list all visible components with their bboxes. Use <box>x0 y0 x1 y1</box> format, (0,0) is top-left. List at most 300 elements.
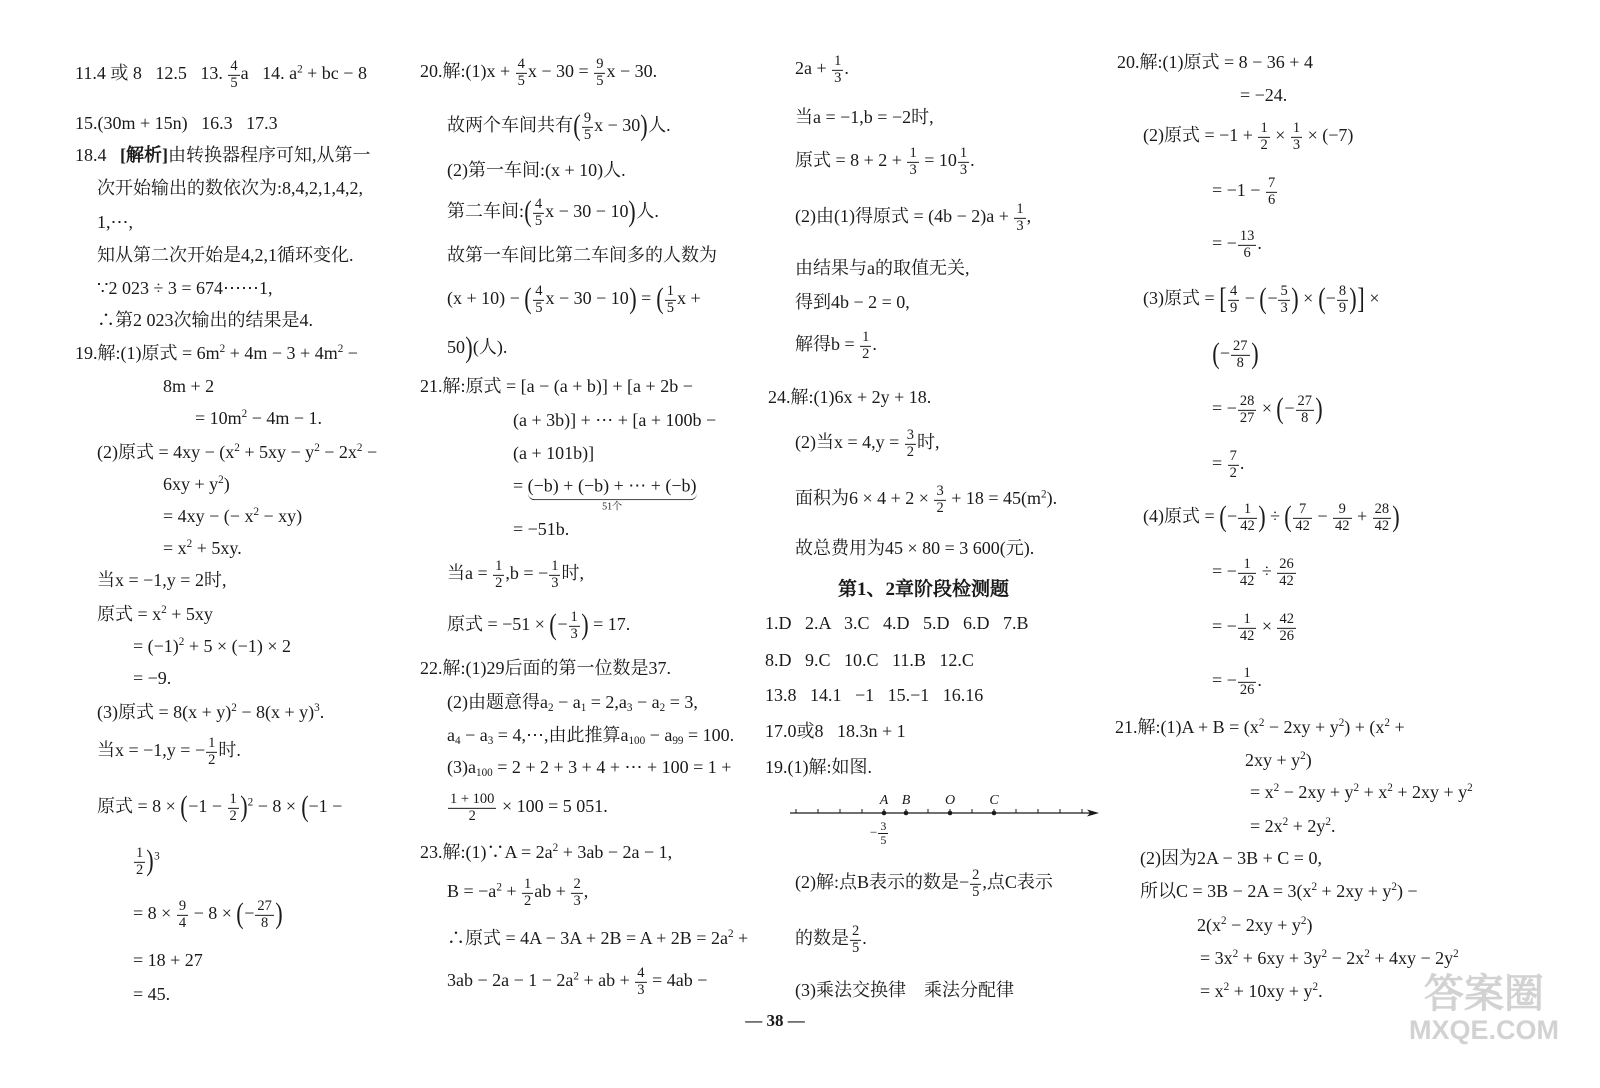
fraction-denominator: 3 <box>909 161 917 178</box>
fraction-denominator: 2 <box>136 861 144 878</box>
answer-line <box>1212 229 1262 261</box>
text-run: 20.解:(1)原式 = 8 − 36 + 4 <box>1117 51 1313 72</box>
answer-line <box>447 111 671 143</box>
fraction-denominator: 42 <box>1239 572 1255 589</box>
text-run: 人. <box>648 115 671 136</box>
answer-line <box>447 334 507 364</box>
big-bracket: ) <box>1349 283 1357 316</box>
text-run: ÷ <box>1265 506 1285 527</box>
answer-line <box>795 54 849 86</box>
fraction-numerator: 3 <box>906 426 915 443</box>
superscript: 2 <box>297 63 303 76</box>
fraction-numerator: 28 <box>1374 500 1390 517</box>
fraction <box>1238 666 1257 698</box>
text-run: 面积为6 × 4 + 2 × <box>795 488 934 509</box>
fraction <box>850 924 861 956</box>
text-run: 22.解:(1)29后面的第一位数是37. <box>420 657 671 678</box>
fraction-denominator: 2 <box>524 892 532 909</box>
superscript: 2 <box>1041 488 1047 501</box>
answer-column-4 <box>1100 40 1473 1030</box>
text-run: 解得b = <box>795 334 860 355</box>
text-run: − <box>1312 506 1333 527</box>
big-bracket: ( <box>573 110 581 143</box>
fraction-numerator: 1 <box>909 144 917 161</box>
text-run: (3)原式 = 8(x + y) <box>97 701 232 722</box>
fraction-denominator: 5 <box>880 832 887 847</box>
text-run: 第二车间: <box>447 201 525 222</box>
fraction-denominator: 42 <box>1335 517 1350 534</box>
text-run: 23.解:(1)∵A = 2a <box>420 841 553 862</box>
text-run: + 6xy + 3y <box>1238 947 1322 968</box>
answer-line <box>447 756 731 779</box>
fraction <box>635 966 646 998</box>
answer-line <box>447 284 701 316</box>
answer-line <box>795 106 934 129</box>
page-number: — 38 — <box>745 1011 805 1030</box>
text-run: 1.D 2.A 3.C 4.D 5.D 6.D 7.B <box>765 612 1029 633</box>
answer-line <box>1200 980 1323 1003</box>
subscript: 100 <box>628 734 646 747</box>
big-bracket: ( <box>549 609 558 642</box>
fraction-denominator: 3 <box>570 625 578 642</box>
point-label-b: B <box>901 793 911 808</box>
underbrace-label: 51个 <box>602 500 623 512</box>
text-run: 1,⋯, <box>97 211 133 232</box>
text-run: = 17. <box>588 614 631 635</box>
fraction-numerator: 1 <box>551 557 559 574</box>
superscript: 2 <box>552 842 559 855</box>
text-run: a 14. a <box>240 63 298 84</box>
text-run: × 100 = 5 051. <box>497 796 608 817</box>
text-run: (2)由(1)得原式 = (4b − 2)a + <box>795 206 1014 227</box>
fraction <box>1333 502 1352 534</box>
fraction <box>582 111 593 143</box>
fraction-numerator: 4 <box>230 57 238 74</box>
fraction-denominator: 6 <box>1267 191 1276 208</box>
superscript: 2 <box>314 442 320 455</box>
text-run: 11.4 或 8 12.5 13. <box>75 63 228 84</box>
text-run: (2)因为2A − 3B + C = 0, <box>1140 847 1322 868</box>
answer-line <box>97 736 241 768</box>
text-run: x − 30 = <box>527 61 594 82</box>
text-run: = <box>513 475 528 496</box>
superscript: 3 <box>314 702 320 715</box>
fraction <box>970 868 981 900</box>
number-line-svg <box>785 790 1105 830</box>
superscript: 2 <box>1321 948 1328 961</box>
text-run: 50 <box>447 337 465 358</box>
text-run: . <box>862 928 867 949</box>
text-run: = (−1) <box>133 635 179 656</box>
fraction-denominator: 3 <box>637 981 645 998</box>
answer-column-3 <box>755 40 1100 1030</box>
answer-line <box>795 146 975 178</box>
text-run: + 2y <box>1288 815 1326 836</box>
text-run: − a <box>632 691 660 712</box>
fraction-denominator: 9 <box>1338 299 1347 316</box>
text-run: (2)当x = 4,y = <box>795 432 904 453</box>
answer-line <box>420 841 672 864</box>
fraction-numerator: 1 <box>1016 200 1024 217</box>
text-run: − 8(x + y) <box>236 701 315 722</box>
big-bracket: ( <box>1284 501 1293 534</box>
fraction-numerator: 1 <box>136 844 144 861</box>
text-run: − 2xy + y <box>1226 914 1301 935</box>
fraction-numerator: 7 <box>1293 502 1312 519</box>
answer-line <box>765 612 1029 635</box>
superscript: 2 <box>1232 948 1239 961</box>
answer-line <box>1250 815 1335 838</box>
fraction-numerator: 1 <box>524 875 532 892</box>
number-line-point <box>882 811 887 816</box>
text-run: = − <box>1212 616 1237 637</box>
number-line-tick-label <box>870 820 889 847</box>
text-run: (2)原式 = 4xy − (x <box>97 441 235 462</box>
text-run: × (−7) <box>1303 125 1354 146</box>
text-run: = 8 × <box>133 903 176 924</box>
text-run: = − <box>1212 561 1237 582</box>
fraction <box>255 899 274 931</box>
text-run: + 18 = 45(m <box>946 488 1042 509</box>
text-run: ∴第2 023次输出的结果是4. <box>97 309 313 330</box>
fraction-denominator: 27 <box>1239 409 1255 426</box>
text-run: = − <box>1212 670 1237 691</box>
text-run: − <box>362 441 378 462</box>
superscript: 2 <box>1467 782 1473 795</box>
fraction <box>1258 121 1269 153</box>
text-run: − <box>1219 343 1231 364</box>
superscript: 2 <box>1273 782 1280 795</box>
text-run: − 2x <box>1327 947 1365 968</box>
text-run: x + <box>676 288 701 309</box>
subscript: 2 <box>659 701 666 714</box>
text-run: = −1 − <box>1212 180 1265 201</box>
text-run: + ab + <box>579 970 635 991</box>
fraction-numerator: 1 <box>1292 119 1301 136</box>
text-run: + 5xy <box>166 603 213 624</box>
fraction-denominator: 2 <box>495 574 503 591</box>
fraction-numerator: 9 <box>178 897 187 914</box>
answer-line <box>97 244 354 267</box>
text-run: , <box>1026 206 1032 227</box>
underbrace-group <box>527 474 697 512</box>
answer-line <box>765 649 974 672</box>
text-run: = 4,⋯,由此推算a <box>493 724 629 745</box>
answer-line <box>75 59 367 91</box>
answer-line <box>75 144 371 167</box>
answer-line <box>447 792 608 824</box>
text-run: + <box>1390 716 1405 737</box>
answer-line <box>795 202 1031 234</box>
fraction <box>228 59 239 91</box>
answer-line <box>420 57 657 89</box>
answer-line <box>795 428 940 460</box>
answer-line <box>513 474 697 512</box>
fraction-numerator: 27 <box>257 897 272 914</box>
answer-line <box>447 159 626 182</box>
answer-line <box>513 409 716 432</box>
superscript: 2 <box>1312 981 1319 994</box>
fraction <box>1014 202 1025 234</box>
fraction-denominator: 3 <box>1016 217 1024 234</box>
superscript: 2 <box>1364 948 1370 961</box>
fraction <box>878 820 888 847</box>
fraction <box>1373 502 1392 534</box>
text-run: 2xy + y <box>1245 749 1301 770</box>
text-run: 21.解:(1)A + B = (x <box>1115 716 1259 737</box>
superscript: 2 <box>231 702 237 715</box>
text-run: 人. <box>636 201 659 222</box>
fraction <box>493 559 504 591</box>
answer-line <box>1143 502 1400 534</box>
fraction-numerator: 1 <box>1238 557 1257 574</box>
fraction <box>516 57 527 89</box>
text-run: (2)第一车间:(x + 10)人. <box>447 159 626 180</box>
answer-line <box>795 484 1057 516</box>
fraction <box>934 484 945 516</box>
answer-line <box>133 949 203 972</box>
text-run: −1 − <box>188 796 227 817</box>
text-run: = 4xy − (− x <box>163 505 254 526</box>
big-bracket: ( <box>180 791 188 824</box>
text-run: 故总费用为45 × 80 = 3 600(元). <box>795 537 1035 558</box>
text-run: + <box>1352 506 1372 527</box>
watermark-logo-text: 答案圈 <box>1424 971 1544 1016</box>
fraction-denominator: 2 <box>1260 136 1268 153</box>
big-bracket: ) <box>275 898 283 931</box>
big-bracket: ( <box>236 898 245 931</box>
superscript: 2 <box>496 881 502 894</box>
text-run: ,b = − <box>505 563 549 584</box>
fraction <box>228 792 239 824</box>
answer-line <box>795 291 910 314</box>
big-bracket: ( <box>524 283 532 316</box>
fraction-numerator: 27 <box>1297 392 1313 409</box>
answer-column-2 <box>405 40 750 1030</box>
subscript: 100 <box>475 766 493 779</box>
text-run: ÷ <box>1257 561 1277 582</box>
superscript: 2 <box>1311 881 1318 894</box>
fraction-denominator: 8 <box>261 914 269 931</box>
fraction-denominator: 2 <box>906 443 915 460</box>
big-bracket: ) <box>465 332 473 365</box>
text-run: (3)乘法交换律 乘法分配律 <box>795 979 1014 1000</box>
fraction-denominator: 4 <box>178 914 187 931</box>
text-run: + 5xy − y <box>239 441 315 462</box>
text-run: ∵2 023 ÷ 3 = 674⋯⋯1, <box>97 277 273 298</box>
superscript: 2 <box>219 343 226 356</box>
big-bracket: ) <box>628 196 637 229</box>
text-run: ) <box>1305 749 1312 770</box>
superscript: 2 <box>178 636 185 649</box>
fraction <box>1238 229 1257 261</box>
fraction <box>958 146 969 178</box>
text-run: . <box>1257 233 1262 254</box>
text-run: = 100. <box>683 724 735 745</box>
answer-line <box>133 846 160 878</box>
text-run: − 2xy + y <box>1279 781 1354 802</box>
fraction-denominator: 5 <box>596 72 604 89</box>
superscript: 2 <box>247 796 254 809</box>
text-run: + 5xy. <box>192 537 242 558</box>
superscript: 2 <box>161 604 167 617</box>
text-run: (4)原式 = <box>1143 506 1220 527</box>
big-bracket: ( <box>524 196 532 229</box>
text-run: = <box>636 288 656 309</box>
fraction-denominator: 5 <box>534 212 543 229</box>
text-run: (3)a <box>447 756 476 777</box>
fraction <box>594 57 605 89</box>
answer-line <box>1212 666 1262 698</box>
fraction-numerator: 2 <box>972 866 980 883</box>
superscript: 2 <box>1353 782 1360 795</box>
fraction <box>569 610 580 642</box>
answer-line <box>513 442 594 465</box>
text-run: . <box>319 701 325 722</box>
text-run: − <box>343 342 358 363</box>
answer-line <box>1240 84 1287 107</box>
fraction-denominator: 3 <box>1280 299 1288 316</box>
subscript: 2 <box>547 701 554 714</box>
big-bracket: ( <box>1219 501 1227 534</box>
answer-column-1 <box>60 40 400 1030</box>
text-run: 19.解:(1)原式 = 6m <box>75 342 220 363</box>
superscript: 2 <box>1325 816 1331 829</box>
fraction-numerator: 1 <box>666 282 674 299</box>
watermark-site-text: MXQE.COM <box>1408 1015 1559 1045</box>
text-run: + 4m − 3 + 4m <box>225 342 338 363</box>
text-run: = 18 + 27 <box>133 949 203 970</box>
text-run: , <box>583 881 589 902</box>
fraction <box>1266 176 1277 208</box>
text-run: (a + 3b)] + ⋯ + [a + 100b − <box>513 409 717 430</box>
number-line-point <box>948 811 953 816</box>
fraction-numerator: 28 <box>1239 392 1255 409</box>
answer-line <box>447 691 698 714</box>
text-run: ,点C表示 <box>982 872 1053 893</box>
superscript: 2 <box>727 928 734 941</box>
fraction-numerator: 3 <box>880 819 887 833</box>
big-bracket: ( <box>1212 338 1220 371</box>
superscript: 2 <box>1387 782 1393 795</box>
answer-line <box>75 342 358 365</box>
text-run: ab + <box>534 881 571 902</box>
text-run: = −51b. <box>513 518 570 539</box>
text-run: . <box>1239 453 1245 474</box>
text-run: 19.(1)解:如图. <box>765 756 872 777</box>
point-label-a: A <box>879 793 889 808</box>
answer-line <box>447 197 659 229</box>
fraction <box>522 877 533 909</box>
answer-line <box>1117 51 1313 74</box>
fraction-numerator: 5 <box>1280 282 1288 299</box>
answer-line <box>1212 394 1323 426</box>
fraction-numerator: 4 <box>637 964 645 981</box>
big-bracket: ) <box>1257 501 1266 534</box>
fraction-numerator: 42 <box>1279 610 1294 627</box>
fraction-denominator: 42 <box>1374 517 1390 534</box>
text-run: 18.4 <box>75 144 120 165</box>
text-run: x − 30 − 10 <box>545 201 629 222</box>
text-run: 时. <box>218 740 241 761</box>
answer-line <box>765 684 983 707</box>
watermark-logo <box>1395 972 1573 1046</box>
text-run: × <box>1270 125 1290 146</box>
fraction-denominator: 5 <box>666 299 674 316</box>
text-run: − <box>1240 288 1260 309</box>
text-run: − xy) <box>259 505 303 526</box>
text-run: − <box>1267 288 1278 309</box>
answer-line <box>447 927 748 950</box>
text-run: ) − <box>1396 880 1418 901</box>
answer-line <box>1212 557 1297 589</box>
text-run: 当a = −1,b = −2时, <box>795 106 934 127</box>
superscript: 2 <box>1300 915 1307 928</box>
fraction-numerator: 7 <box>1267 174 1276 191</box>
text-run: + 5 × (−1) × 2 <box>184 635 291 656</box>
text-run: = 10 <box>919 150 957 171</box>
fraction <box>665 284 676 316</box>
text-run: 由结果与a的取值无关, <box>795 257 970 278</box>
fraction-denominator: 2 <box>229 807 237 824</box>
answer-line <box>765 756 872 779</box>
fraction-numerator: 4 <box>534 195 543 212</box>
answer-line <box>97 603 213 626</box>
text-run: − 2xy + y <box>1264 716 1339 737</box>
text-run: 21.解:原式 = [a − (a + b)] + [a + 2b − <box>420 375 693 396</box>
fraction <box>549 559 560 591</box>
fraction <box>1228 449 1239 481</box>
fraction-denominator: 2 <box>936 499 944 516</box>
text-run: 原式 = −51 × <box>447 614 550 635</box>
text-run: + <box>501 881 522 902</box>
fraction <box>177 899 188 931</box>
fraction-numerator: 2 <box>573 875 581 892</box>
fraction-numerator: 3 <box>936 482 944 499</box>
answer-line <box>795 330 877 362</box>
text-run: 15.(30m + 15n) 16.3 17.3 <box>75 112 278 133</box>
text-run: a <box>447 724 455 745</box>
text-run: 原式 = x <box>97 603 162 624</box>
text-run: 24.解:(1)6x + 2y + 18. <box>768 386 932 407</box>
text-run: 6xy + y <box>163 473 219 494</box>
superscript: 2 <box>1391 881 1397 894</box>
fraction-denominator: 2 <box>468 807 476 824</box>
text-run: −1 − <box>308 796 343 817</box>
fraction-numerator: 1 <box>834 52 842 69</box>
superscript: 2 <box>1338 717 1345 730</box>
text-run: x − 30 <box>594 115 641 136</box>
text-run: + bc − 8 <box>302 63 367 84</box>
fraction-numerator: 1 <box>570 608 578 625</box>
fraction-numerator: 4 <box>535 282 543 299</box>
fraction-denominator: 3 <box>834 69 842 86</box>
text-run: (2)原式 = −1 + <box>1143 125 1258 146</box>
big-bracket: [ <box>1219 283 1227 316</box>
answer-line <box>447 877 588 909</box>
fraction-numerator: 9 <box>596 55 604 72</box>
text-run: . <box>1318 980 1323 1001</box>
fraction <box>1278 284 1289 316</box>
fraction-denominator: 5 <box>972 883 980 900</box>
fraction <box>1296 394 1315 426</box>
answer-line <box>447 559 584 591</box>
answer-line <box>133 899 283 931</box>
text-run: . <box>970 150 975 171</box>
answer-line <box>1197 914 1312 937</box>
fraction-numerator: 9 <box>1333 502 1352 519</box>
superscript: 2 <box>1223 981 1230 994</box>
